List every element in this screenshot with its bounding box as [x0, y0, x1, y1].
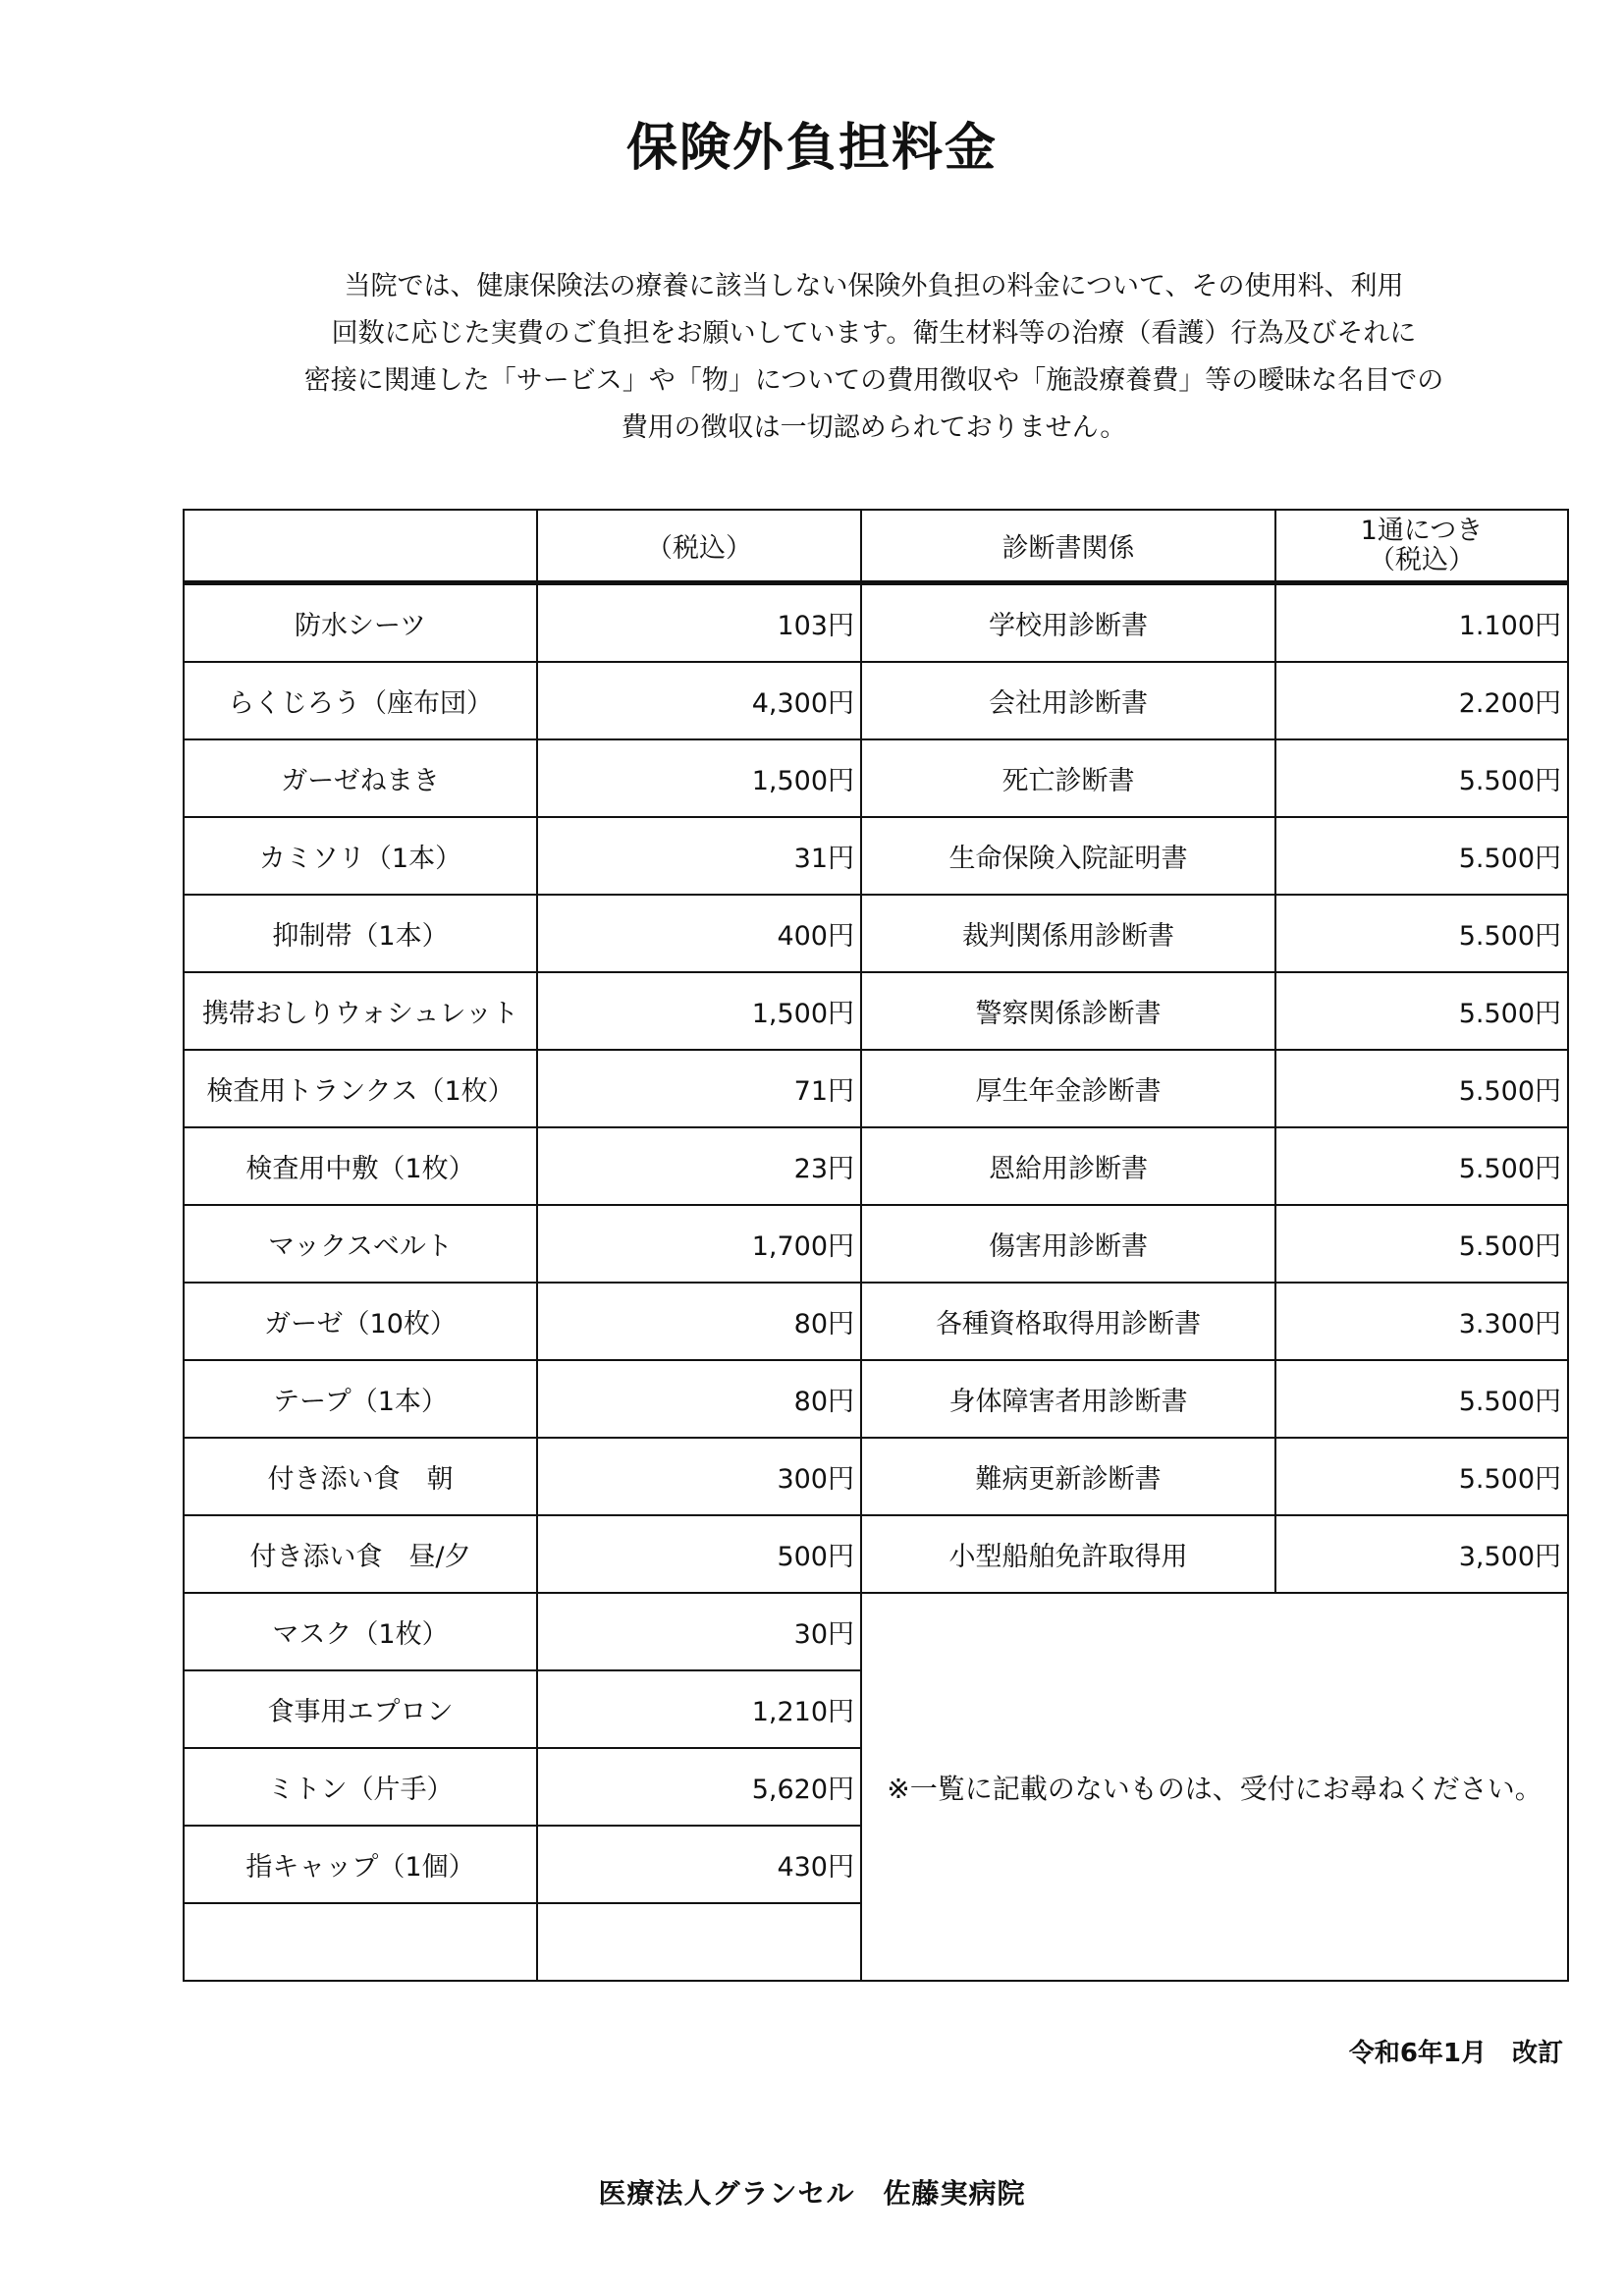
certificate-name: 身体障害者用診断書 — [861, 1360, 1275, 1438]
item-price: 30円 — [537, 1593, 861, 1670]
certificate-name: 小型船舶免許取得用 — [861, 1515, 1275, 1593]
item-name — [184, 1903, 537, 1981]
table-row — [184, 1127, 1568, 1205]
header-per-copy — [1275, 510, 1568, 583]
certificate-price: 5.500円 — [1275, 817, 1568, 895]
table-header-row — [184, 510, 1568, 583]
item-name: 付き添い食 昼/夕 — [184, 1515, 537, 1593]
item-name: 付き添い食 朝 — [184, 1438, 537, 1515]
item-name: ガーゼねまき — [184, 739, 537, 817]
certificate-price: 1.100円 — [1275, 583, 1568, 663]
intro-line: 当院では、健康保険法の療養に該当しない保険外負担の料金について、その使用料、利用 — [344, 271, 1404, 301]
item-name: テープ（1本） — [184, 1360, 537, 1438]
item-price: 1,500円 — [537, 972, 861, 1050]
intro-line: 密接に関連した「サービス」や「物」についての費用徴収や「施設療養費」等の曖昧な名目での — [303, 365, 1444, 396]
table-row — [184, 1360, 1568, 1438]
certificate-name: 恩給用診断書 — [861, 1127, 1275, 1205]
certificate-price: 2.200円 — [1275, 662, 1568, 739]
certificate-name: 傷害用診断書 — [861, 1205, 1275, 1283]
item-price: 71円 — [537, 1050, 861, 1127]
table-row — [184, 1205, 1568, 1283]
certificate-name: 厚生年金診断書 — [861, 1050, 1275, 1127]
intro-line: 回数に応じた実費のご負担をお願いしています。衛生材料等の治療（看護）行為及びそれに — [331, 318, 1417, 349]
certificate-name: 死亡診断書 — [861, 739, 1275, 817]
certificate-name: 学校用診断書 — [861, 583, 1275, 663]
item-name: ガーゼ（10枚） — [184, 1283, 537, 1360]
item-name: 食事用エプロン — [184, 1670, 537, 1748]
item-price: 430円 — [537, 1826, 861, 1903]
fee-table — [183, 509, 1569, 1982]
table-row — [184, 1593, 1568, 1670]
certificate-price: 3.300円 — [1275, 1283, 1568, 1360]
intro-paragraph — [245, 263, 1502, 452]
item-price: 300円 — [537, 1438, 861, 1515]
table-row — [184, 1050, 1568, 1127]
table-row — [184, 1283, 1568, 1360]
item-price: 103円 — [537, 583, 861, 663]
item-name: 検査用中敷（1枚） — [184, 1127, 537, 1205]
item-price: 1,700円 — [537, 1205, 861, 1283]
item-name: カミソリ（1本） — [184, 817, 537, 895]
item-name: らくじろう（座布団） — [184, 662, 537, 739]
item-name: マックスベルト — [184, 1205, 537, 1283]
item-price: 5,620円 — [537, 1748, 861, 1826]
table-row — [184, 972, 1568, 1050]
certificate-price: 5.500円 — [1275, 1050, 1568, 1127]
certificate-price: 5.500円 — [1275, 1360, 1568, 1438]
item-price: 1,210円 — [537, 1670, 861, 1748]
table-row — [184, 1438, 1568, 1515]
table-row — [184, 583, 1568, 663]
certificate-price: 5.500円 — [1275, 1438, 1568, 1515]
certificate-price: 5.500円 — [1275, 972, 1568, 1050]
intro-line: 費用の徴収は一切認められておりません。 — [621, 412, 1127, 443]
item-name: 防水シーツ — [184, 583, 537, 663]
certificate-name: 難病更新診断書 — [861, 1438, 1275, 1515]
item-price: 500円 — [537, 1515, 861, 1593]
item-price: 1,500円 — [537, 739, 861, 817]
table-row — [184, 895, 1568, 972]
certificate-price: 5.500円 — [1275, 739, 1568, 817]
hospital-name: 医療法人グランセル 佐藤実病院 — [598, 2177, 1026, 2210]
header-per-copy-tax: （税込） — [1369, 544, 1475, 575]
item-name: 検査用トランクス（1枚） — [184, 1050, 537, 1127]
item-price: 4,300円 — [537, 662, 861, 739]
certificate-name: 会社用診断書 — [861, 662, 1275, 739]
table-row — [184, 817, 1568, 895]
header-per-copy-label: 1通につき — [1360, 515, 1484, 546]
certificate-price: 5.500円 — [1275, 1127, 1568, 1205]
item-name: 指キャップ（1個） — [184, 1826, 537, 1903]
item-price: 31円 — [537, 817, 861, 895]
header-item-cell — [184, 510, 537, 583]
certificate-name: 生命保険入院証明書 — [861, 817, 1275, 895]
certificate-price: 5.500円 — [1275, 1205, 1568, 1283]
certificate-name: 裁判関係用診断書 — [861, 895, 1275, 972]
header-certificates: 診断書関係 — [861, 510, 1275, 583]
header-tax-included: （税込） — [537, 510, 861, 583]
item-name: マスク（1枚） — [184, 1593, 537, 1670]
table-row — [184, 1515, 1568, 1593]
item-name: ミトン（片手） — [184, 1748, 537, 1826]
page-title: 保険外負担料金 — [625, 119, 998, 178]
certificate-price: 5.500円 — [1275, 895, 1568, 972]
certificate-price: 3,500円 — [1275, 1515, 1568, 1593]
item-price — [537, 1903, 861, 1981]
item-price: 400円 — [537, 895, 861, 972]
inquiry-note: ※一覧に記載のないものは、受付にお尋ねください。 — [861, 1593, 1568, 1981]
item-price: 80円 — [537, 1283, 861, 1360]
revision-date: 令和6年1月 改訂 — [1348, 2039, 1563, 2068]
item-price: 80円 — [537, 1360, 861, 1438]
certificate-name: 各種資格取得用診断書 — [861, 1283, 1275, 1360]
item-name: 携帯おしりウォシュレット — [184, 972, 537, 1050]
certificate-name: 警察関係診断書 — [861, 972, 1275, 1050]
table-row — [184, 739, 1568, 817]
table-row — [184, 662, 1568, 739]
item-price: 23円 — [537, 1127, 861, 1205]
item-name: 抑制帯（1本） — [184, 895, 537, 972]
